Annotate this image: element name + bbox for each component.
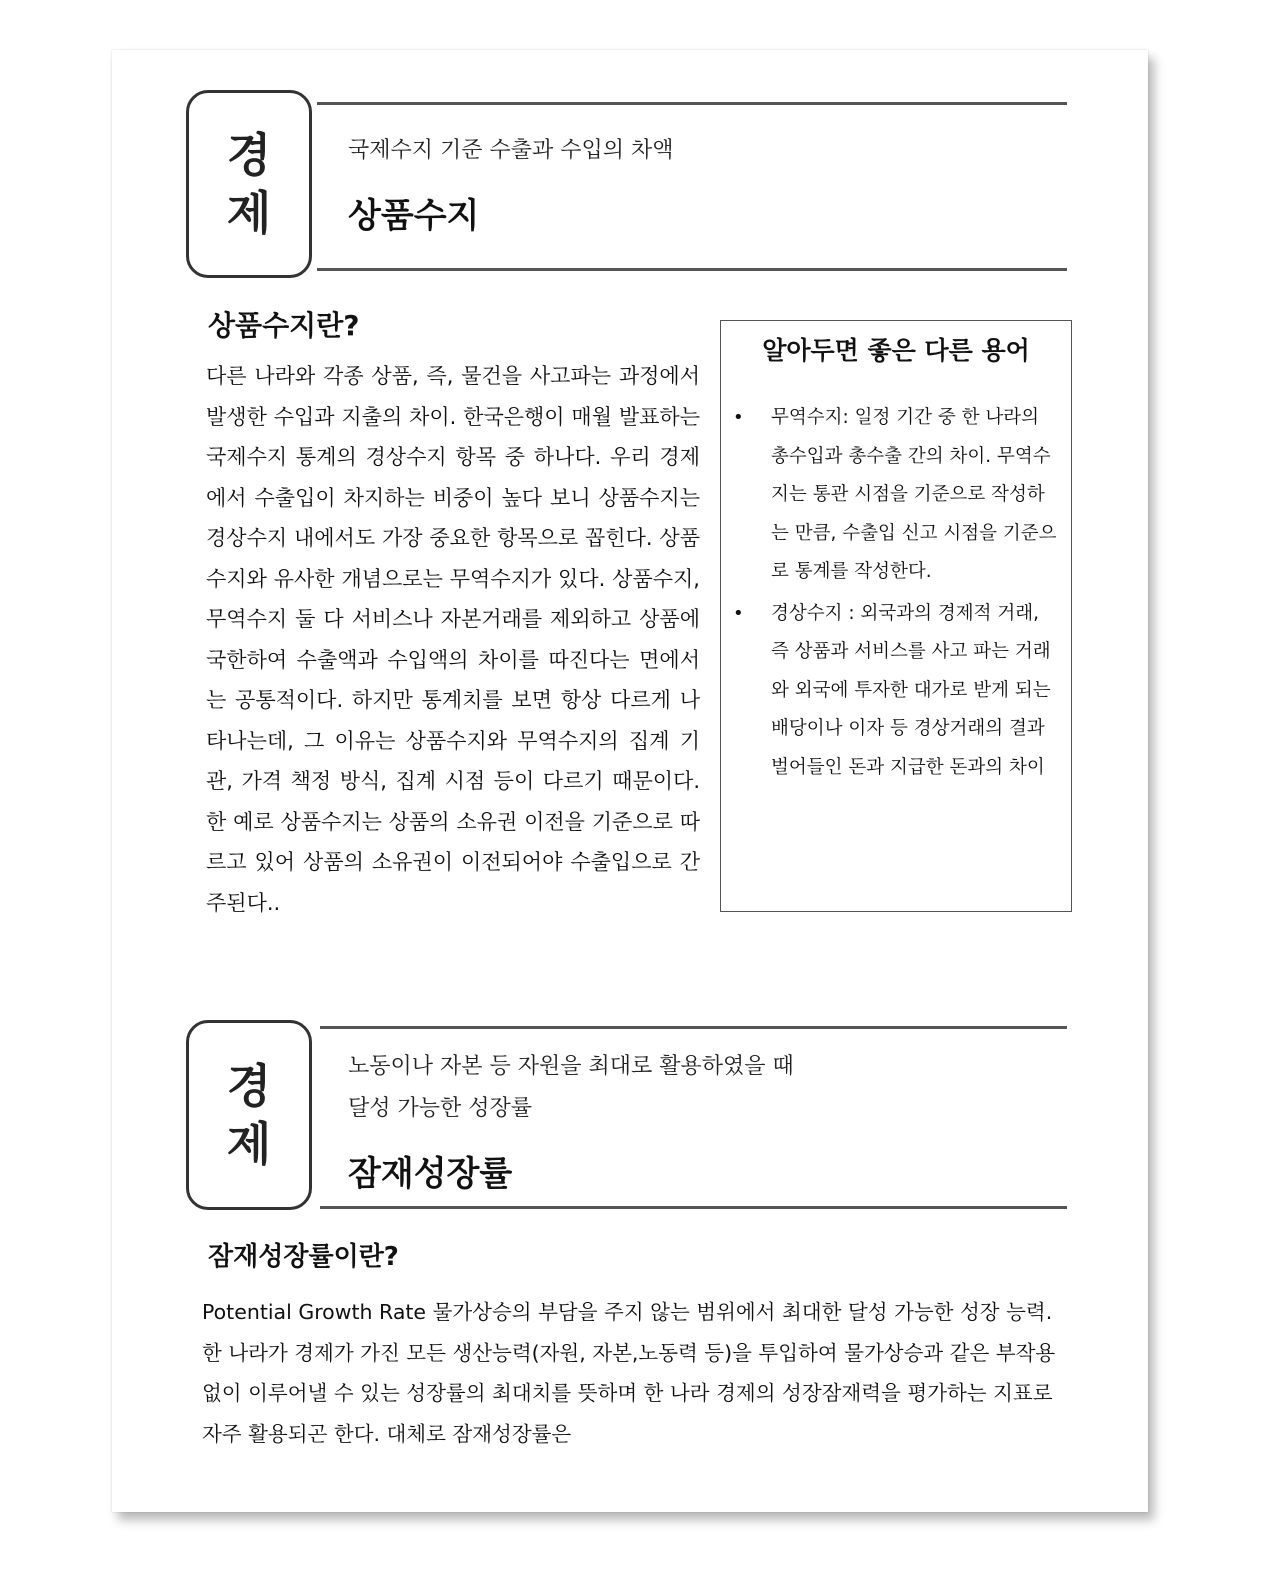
term-definition: 경상수지 : 외국과의 경제적 거래, 즉 상품과 서비스를 사고 파는 거래와 외국에 투자한 대가로 받게 되는 배당이나 이자 등 경상거래의 결과 벌어들인 돈과 지급한 돈과의 차이: [771, 602, 1051, 778]
related-terms-list: [721, 399, 1061, 787]
section-body: 다른 나라와 각종 상품, 즉, 물건을 사고파는 과정에서 발생한 수입과 지출의 차이. 한국은행이 매월 발표하는 국제수지 통계의 경상수지 항목 중 하나다. 우리 경제에서 수출입이 차지하는 비중이 높다 보니 상품수지는 경상수지 내에서도 가장 중요한 항목으로 꼽힌다. 상품수지와 유사한 개념으로는 무역수지가 있다. 상품수지, 무역수지 둘 다 서비스나 자본거래를 제외하고 상품에 국한하여 수출액과 수입액의 차이를 따진다는 면에서는 공통적이다. 하지만 통계치를 보면 항상 다르게 나타나는데, 그 이유는 상품수지와 무역수지의 집계 기관, 가격 책정 방식, 집계 시점 등이 다르기 때문이다. 한 예로 상품수지는 상품의 소유권 이전을 기준으로 따르고 있어 상품의 소유권이 이전되어야 수출입으로 간주된다..: [206, 364, 700, 915]
term-subtitle: [348, 1046, 794, 1130]
subtitle-line: 국제수지 기준 수출과 수입의 차액: [348, 138, 674, 163]
category-char-2: 제: [226, 1117, 272, 1171]
header-bottom-rule: [320, 1206, 1067, 1209]
category-char-2: 제: [226, 186, 272, 240]
section-body: Potential Growth Rate 물가상승의 부담을 주지 않는 범위에서 최대한 달성 가능한 성장 능력. 한 나라가 경제가 가진 모든 생산능력(자원, 자본,노동력 등)을 투입하여 물가상승과 같은 부작용 없이 이루어낼 수 있는 성장률의 최대치를 뜻하며 한 나라 경제의 성장잠재력을 평가하는 지표로 자주 활용되곤 한다. 대체로 잠재성장률은: [202, 1300, 1056, 1446]
term-title: 잠재성장률: [348, 1154, 513, 1194]
category-char-1: 경: [226, 1059, 272, 1113]
category-badge: [186, 90, 312, 278]
related-terms-title: 알아두면 좋은 다른 용어: [762, 336, 1030, 365]
list-item: [721, 399, 1061, 592]
document-page: [112, 50, 1148, 1512]
category-char-1: 경: [226, 128, 272, 182]
header-bottom-rule: [317, 268, 1067, 271]
bullet-icon: •: [733, 602, 744, 624]
term-subtitle: [348, 130, 674, 172]
section-heading: 잠재성장률이란?: [208, 1242, 399, 1272]
subtitle-line: 달성 가능한 성장률: [348, 1096, 533, 1121]
header-top-rule: [320, 1026, 1067, 1029]
bullet-icon: •: [733, 407, 744, 428]
term-definition: 무역수지: 일정 기간 중 한 나라의 총수입과 총수출 간의 차이. 무역수지는 통관 시점을 기준으로 작성하는 만큼, 수출입 신고 시점을 기준으로 통계를 작성한다.: [771, 407, 1057, 582]
category-badge: [186, 1020, 312, 1210]
list-item: [721, 595, 1061, 788]
term-title: 상품수지: [348, 196, 480, 236]
section-heading: 상품수지란?: [208, 309, 360, 342]
header-top-rule: [317, 102, 1067, 105]
subtitle-line: 노동이나 자본 등 자원을 최대로 활용하였을 때: [348, 1054, 794, 1079]
related-terms-box: [720, 320, 1072, 912]
